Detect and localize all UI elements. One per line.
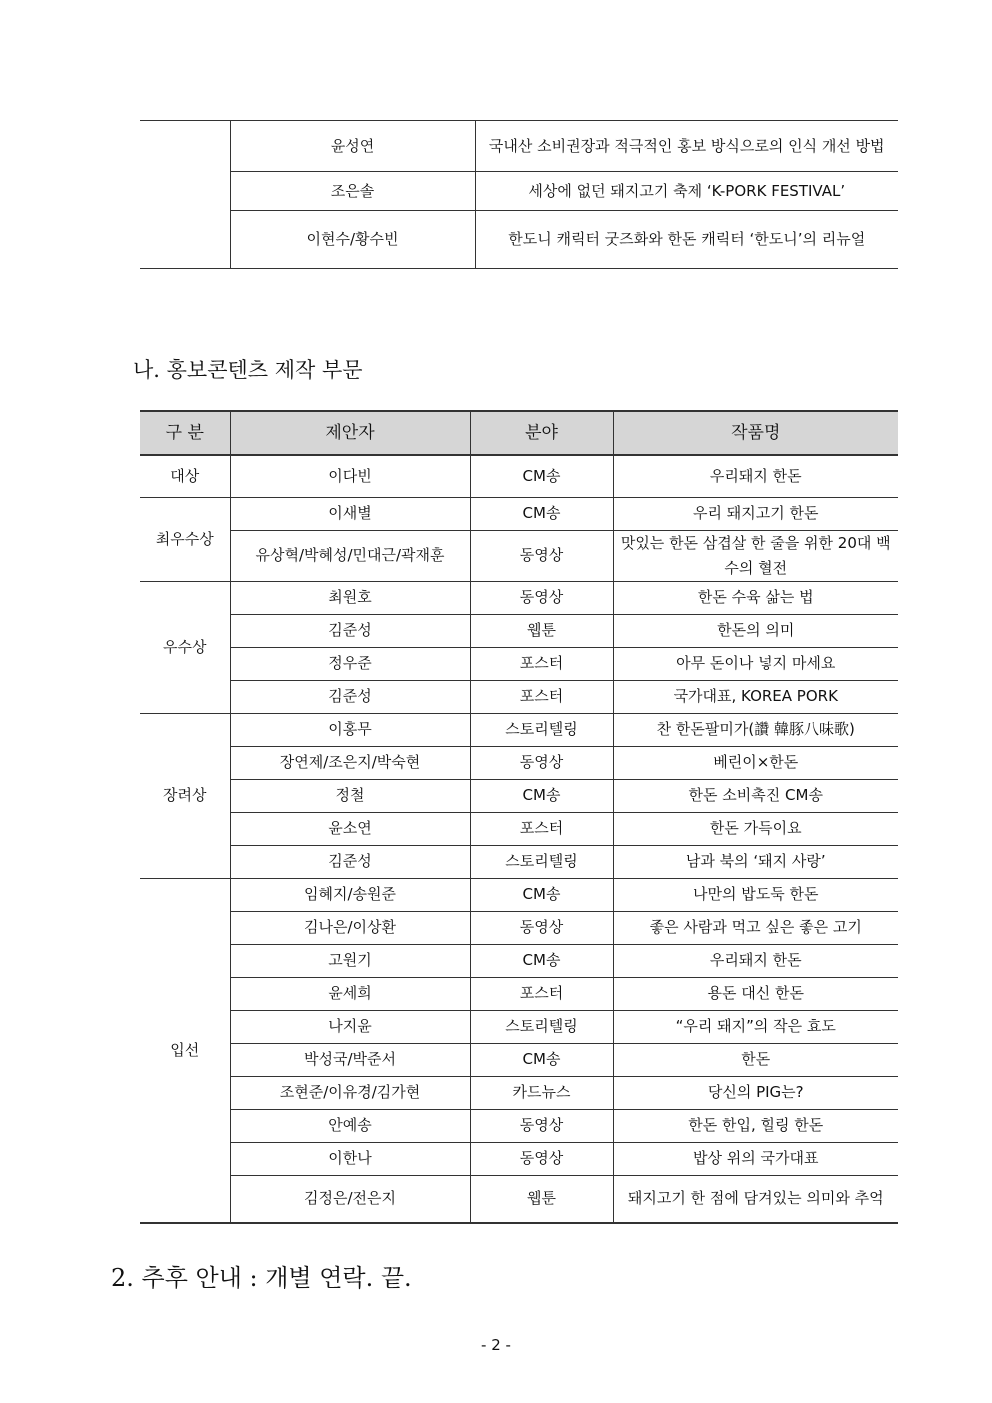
- work-cell: 아무 돈이나 넣지 마세요: [613, 647, 898, 680]
- proposer-cell: 안예송: [230, 1109, 470, 1142]
- work-title-cell: 국내산 소비권장과 적극적인 홍보 방식으로의 인식 개선 방법: [475, 121, 898, 172]
- work-cell: 한돈 가득이요: [613, 812, 898, 845]
- proposer-cell: 윤소연: [230, 812, 470, 845]
- table-row: [140, 455, 898, 497]
- work-cell: “우리 돼지”의 작은 효도: [613, 1010, 898, 1043]
- header-field: 분야: [470, 411, 613, 455]
- table-row: [140, 1010, 898, 1043]
- work-cell: 밥상 위의 국가대표: [613, 1142, 898, 1175]
- category-cell: 우수상: [140, 581, 230, 713]
- proposer-cell: 유상혁/박혜성/민대근/곽재훈: [230, 530, 470, 581]
- proposer-cell: 이한나: [230, 1142, 470, 1175]
- work-cell: 돼지고기 한 점에 담겨있는 의미와 추억: [613, 1175, 898, 1223]
- table-row: [140, 911, 898, 944]
- table-row: [140, 1109, 898, 1142]
- work-cell: 한돈 소비촉진 CM송: [613, 779, 898, 812]
- table-row: [140, 614, 898, 647]
- work-cell: 한돈 한입, 힐링 한돈: [613, 1109, 898, 1142]
- work-title-cell: 한도니 캐릭터 굿즈화와 한돈 캐릭터 ‘한도니’의 리뉴얼: [475, 211, 898, 269]
- field-cell: 동영상: [470, 530, 613, 581]
- work-cell: 우리돼지 한돈: [613, 944, 898, 977]
- work-cell: 한돈의 의미: [613, 614, 898, 647]
- table-row: [140, 1142, 898, 1175]
- proposer-cell: 김나은/이상환: [230, 911, 470, 944]
- table-row: [140, 845, 898, 878]
- table-row: [140, 530, 898, 581]
- table-row: [140, 581, 898, 614]
- table-row: [140, 172, 898, 211]
- work-cell: 찬 한돈팔미가(讚 韓豚八味歌): [613, 713, 898, 746]
- table-row: [140, 211, 898, 269]
- field-cell: 포스터: [470, 812, 613, 845]
- field-cell: 포스터: [470, 977, 613, 1010]
- field-cell: 동영상: [470, 1142, 613, 1175]
- proposer-cell: 최원호: [230, 581, 470, 614]
- field-cell: 포스터: [470, 647, 613, 680]
- field-cell: CM송: [470, 497, 613, 530]
- table-row: [140, 1076, 898, 1109]
- field-cell: CM송: [470, 1043, 613, 1076]
- proposer-cell: 이홍무: [230, 713, 470, 746]
- proposer-cell: 김준성: [230, 680, 470, 713]
- work-cell: 맛있는 한돈 삼겹살 한 줄을 위한 20대 백수의 혈전: [613, 530, 898, 581]
- proposer-cell: 윤세희: [230, 977, 470, 1010]
- table-row: [140, 1175, 898, 1223]
- work-cell: 나만의 밥도둑 한돈: [613, 878, 898, 911]
- closing-heading: 2. 추후 안내 : 개별 연락. 끝.: [111, 1264, 412, 1292]
- category-cell: [140, 121, 230, 269]
- work-cell: 우리돼지 한돈: [613, 455, 898, 497]
- work-cell: 한돈 수육 삶는 법: [613, 581, 898, 614]
- table-row: [140, 713, 898, 746]
- table-header-row: [140, 411, 898, 455]
- header-work: 작품명: [613, 411, 898, 455]
- continued-results-table: [140, 120, 898, 269]
- header-proposer: 제안자: [230, 411, 470, 455]
- table-row: [140, 647, 898, 680]
- work-cell: 당신의 PIG는?: [613, 1076, 898, 1109]
- field-cell: 포스터: [470, 680, 613, 713]
- proposer-cell: 김준성: [230, 614, 470, 647]
- table-row: [140, 779, 898, 812]
- work-cell: 용돈 대신 한돈: [613, 977, 898, 1010]
- table-row: [140, 121, 898, 172]
- category-cell: 최우수상: [140, 497, 230, 581]
- proposer-cell: 김정은/전은지: [230, 1175, 470, 1223]
- table-row: [140, 812, 898, 845]
- work-title-cell: 세상에 없던 돼지고기 축제 ‘K-PORK FESTIVAL’: [475, 172, 898, 211]
- field-cell: 동영상: [470, 911, 613, 944]
- field-cell: 스토리텔링: [470, 845, 613, 878]
- page-number: - 2 -: [481, 1336, 511, 1354]
- proposer-cell: 조은솔: [230, 172, 475, 211]
- work-cell: 우리 돼지고기 한돈: [613, 497, 898, 530]
- field-cell: 동영상: [470, 746, 613, 779]
- proposer-cell: 이현수/황수빈: [230, 211, 475, 269]
- work-cell: 좋은 사람과 먹고 싶은 좋은 고기: [613, 911, 898, 944]
- field-cell: CM송: [470, 779, 613, 812]
- proposer-cell: 고원기: [230, 944, 470, 977]
- proposer-cell: 이다빈: [230, 455, 470, 497]
- proposer-cell: 윤성연: [230, 121, 475, 172]
- table-row: [140, 1043, 898, 1076]
- proposer-cell: 나지윤: [230, 1010, 470, 1043]
- proposer-cell: 장연제/조은지/박숙현: [230, 746, 470, 779]
- table-row: [140, 680, 898, 713]
- work-cell: 남과 북의 ‘돼지 사랑’: [613, 845, 898, 878]
- proposer-cell: 임혜지/송원준: [230, 878, 470, 911]
- field-cell: 카드뉴스: [470, 1076, 613, 1109]
- table-row: [140, 497, 898, 530]
- proposer-cell: 박성국/박준서: [230, 1043, 470, 1076]
- table-row: [140, 878, 898, 911]
- field-cell: 동영상: [470, 581, 613, 614]
- category-cell: 입선: [140, 878, 230, 1223]
- table-row: [140, 977, 898, 1010]
- section-heading: 나. 홍보콘텐츠 제작 부문: [133, 358, 363, 382]
- field-cell: 웹툰: [470, 614, 613, 647]
- category-cell: 대상: [140, 455, 230, 497]
- field-cell: 웹툰: [470, 1175, 613, 1223]
- field-cell: 스토리텔링: [470, 1010, 613, 1043]
- field-cell: CM송: [470, 455, 613, 497]
- work-cell: 베린이×한돈: [613, 746, 898, 779]
- proposer-cell: 이새별: [230, 497, 470, 530]
- field-cell: CM송: [470, 944, 613, 977]
- proposer-cell: 조현준/이유경/김가현: [230, 1076, 470, 1109]
- work-cell: 한돈: [613, 1043, 898, 1076]
- field-cell: 스토리텔링: [470, 713, 613, 746]
- work-cell: 국가대표, KOREA PORK: [613, 680, 898, 713]
- proposer-cell: 김준성: [230, 845, 470, 878]
- field-cell: 동영상: [470, 1109, 613, 1142]
- field-cell: CM송: [470, 878, 613, 911]
- proposer-cell: 정철: [230, 779, 470, 812]
- table-row: [140, 746, 898, 779]
- promo-contents-results-table: [140, 410, 898, 1224]
- category-cell: 장려상: [140, 713, 230, 878]
- header-category: 구 분: [140, 411, 230, 455]
- table-row: [140, 944, 898, 977]
- proposer-cell: 정우준: [230, 647, 470, 680]
